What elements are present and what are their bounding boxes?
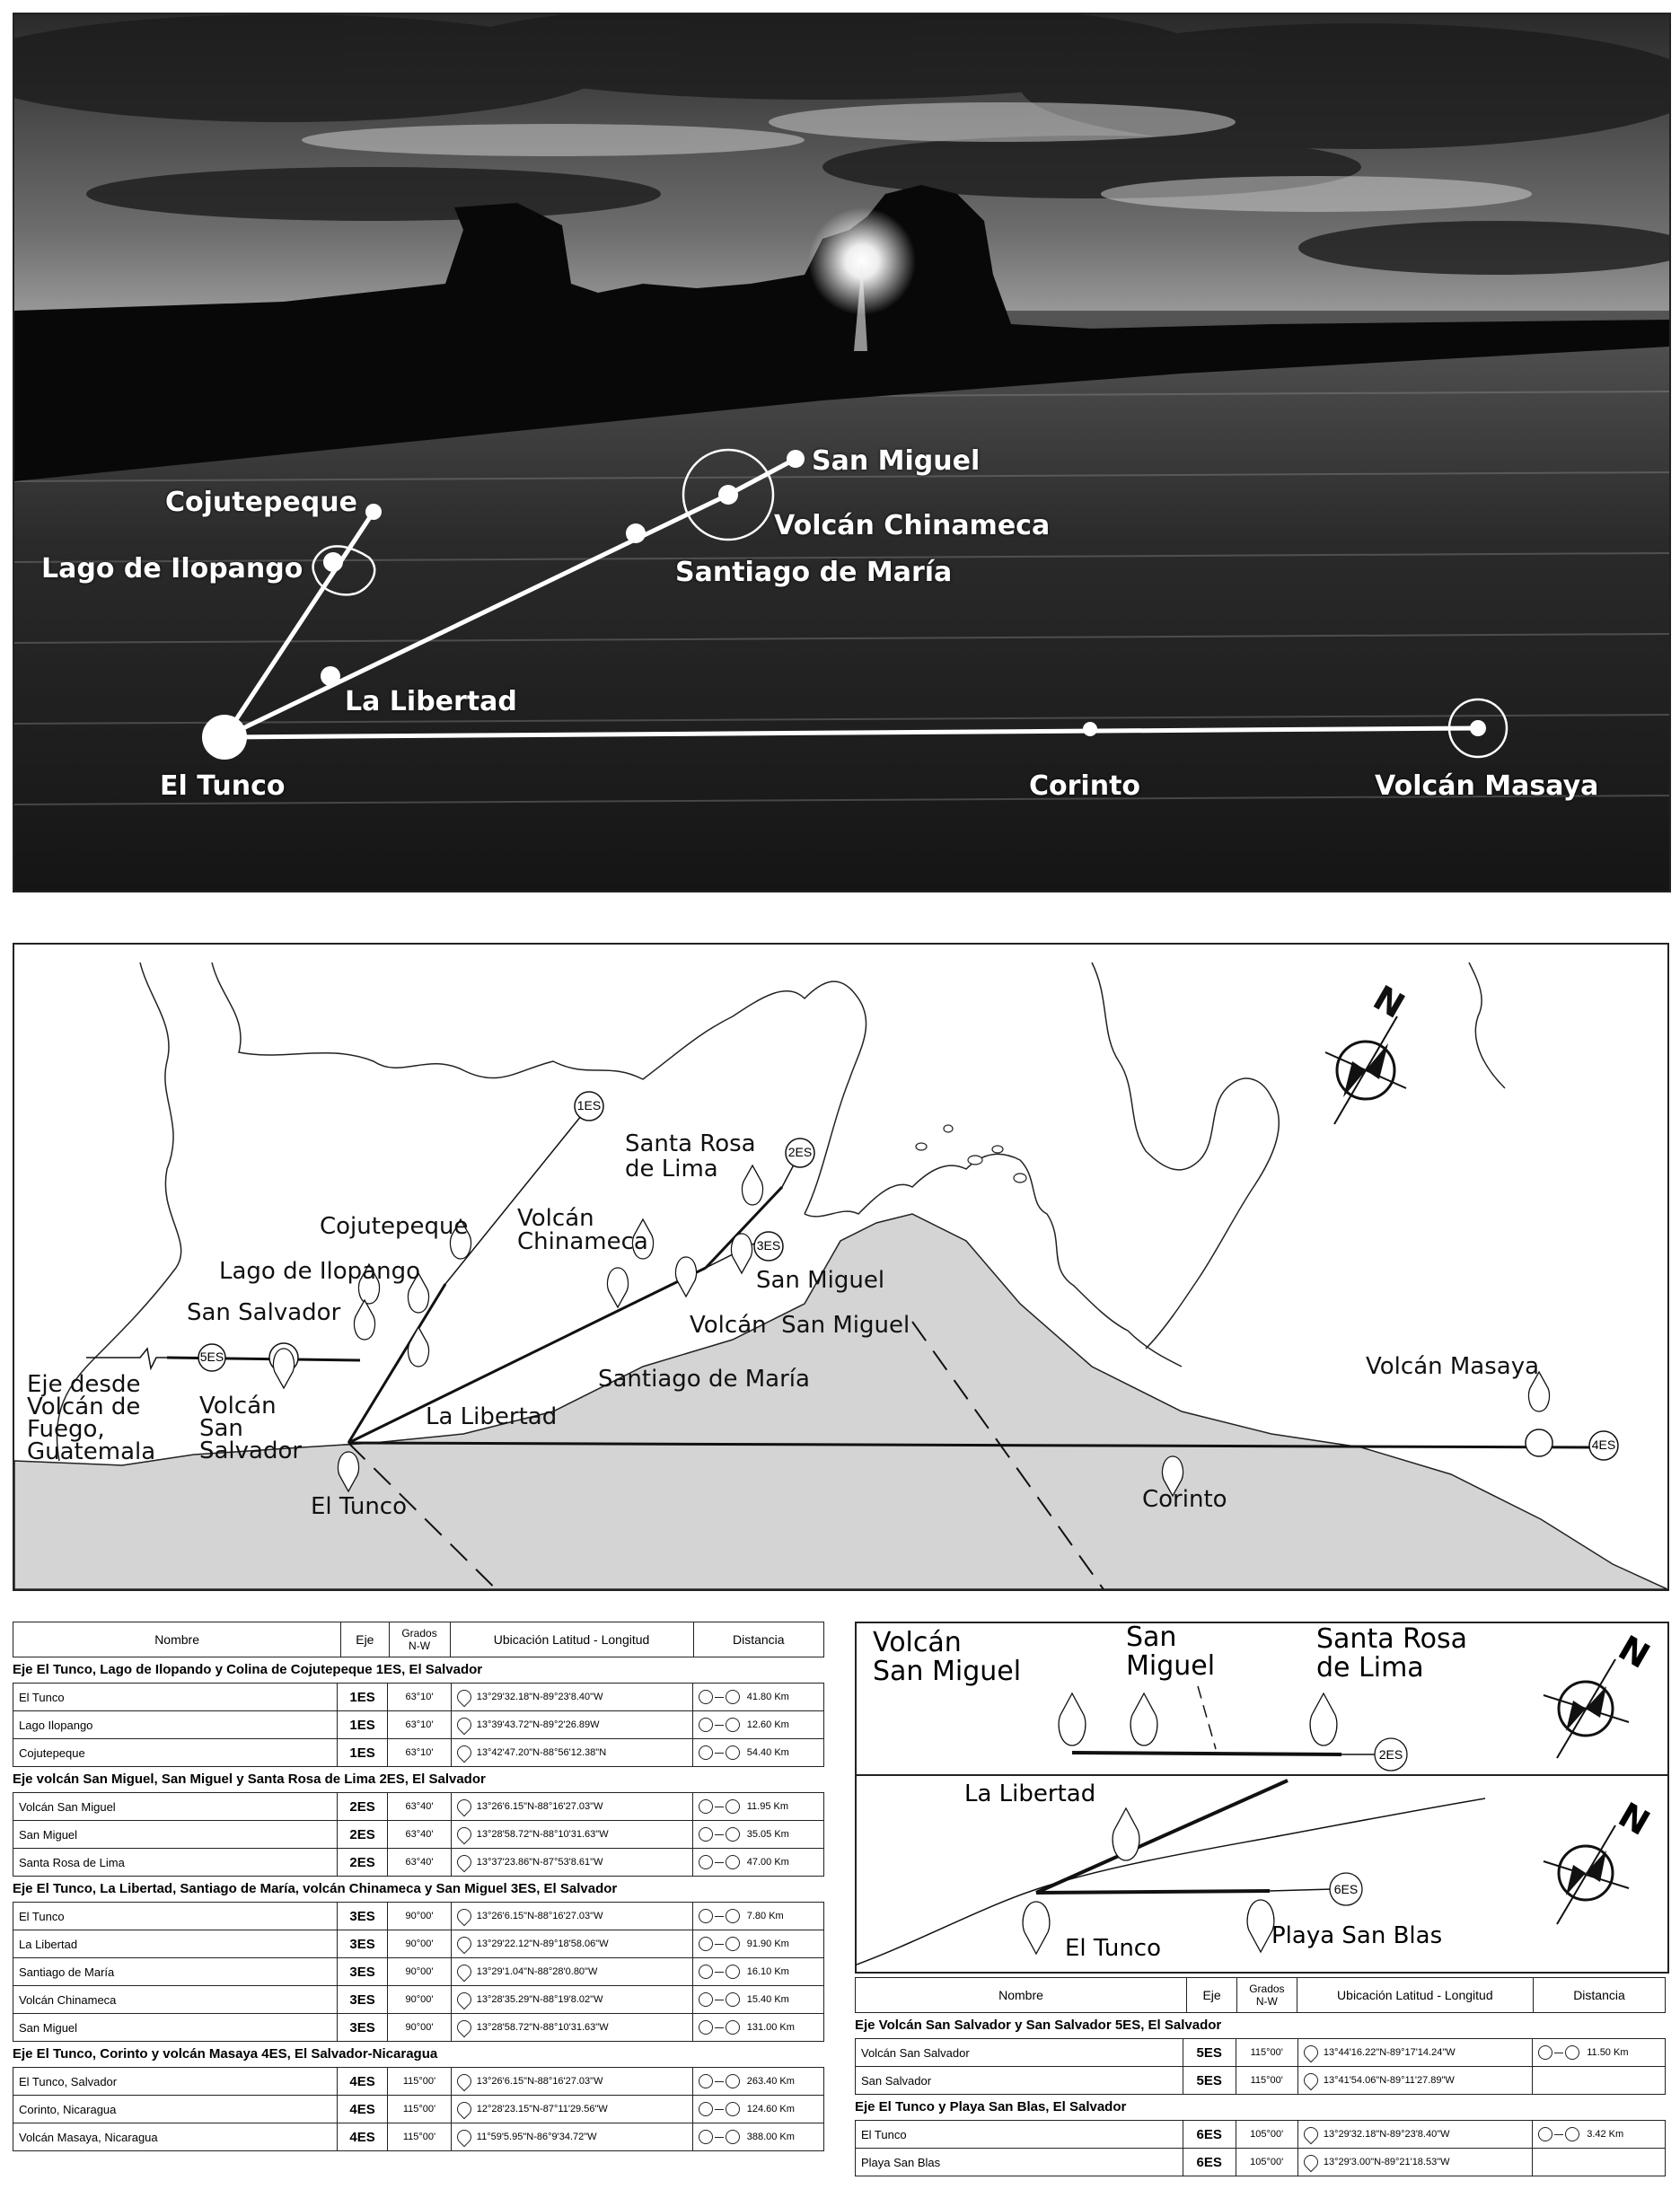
cell-distancia: 16.10 Km [692,1958,823,1986]
cell-distancia: 47.00 Km [692,1849,823,1877]
cell-ubicacion: 13°37'23.86"N-87°53'8.61"W [451,1849,692,1877]
cell-eje: 2ES [337,1793,387,1821]
cell-distancia: 12.60 Km [692,1711,823,1739]
table-row [856,2039,1666,2067]
section-table [13,1683,824,1767]
section-table [13,1792,824,1877]
table-right [855,1977,1666,2176]
distance-icon [699,1719,740,1730]
section-title: Eje Volcán San Salvador y San Salvador 5ES, El Salvador [855,2018,1222,2033]
map-label-san-salvador: San Salvador [187,1299,341,1326]
section-table [855,2038,1666,2095]
cell-grados: 90°00' [388,1930,452,1958]
axis-tag-5es: 5ES [199,1350,224,1364]
location-pin-icon [453,2018,474,2038]
cell-ubicacion: 13°29'32.18"N-89°23'8.40"W [451,1684,692,1711]
cell-eje: 1ES [337,1684,387,1711]
th-ubicacion: Ubicación Latitud - Longitud [450,1622,693,1657]
location-pin-icon [1301,2071,1322,2091]
distance-icon [699,1911,740,1921]
cell-eje: 5ES [1183,2067,1236,2095]
location-pin-icon [453,1687,474,1708]
cell-ubicacion: 13°26'6.15"N-88°16'27.03"W [451,1793,692,1821]
cell-grados: 63°10' [388,1739,452,1767]
photo-label-cojutepeque: Cojutepeque [165,487,357,518]
location-pin-icon [1301,2043,1322,2063]
cell-distancia: 35.05 Km [692,1821,823,1849]
cell-eje: 1ES [337,1739,387,1767]
inset-label-playa-san-blas: Playa San Blas [1271,1922,1443,1949]
cell-nombre: Volcán San Miguel [13,1793,338,1821]
inset-label-el-tunco: El Tunco [1065,1935,1162,1962]
photo-label-volcan-masaya: Volcán Masaya [1375,770,1599,802]
cell-distancia: 91.90 Km [692,1930,823,1958]
axis-tag-2es: 2ES [787,1145,813,1159]
inset-bottom-compass-n: N [1612,1794,1657,1844]
table-right-header [855,1977,1666,2013]
distance-icon [699,1801,740,1812]
map-label-eje-fuego: Eje desde Volcán de Fuego, Guatemala [27,1371,156,1465]
location-pin-icon [453,1852,474,1873]
map-label-el-tunco: El Tunco [311,1493,408,1520]
distance-icon [699,2104,740,2114]
cell-eje: 4ES [337,2068,387,2096]
map-label-volcan-masaya: Volcán Masaya [1366,1353,1540,1380]
inset-bottom-compass [1544,1825,1629,1924]
cell-distancia: 124.60 Km [692,2096,823,2123]
map-label-volcan-san-miguel: Volcán San Miguel [690,1312,910,1339]
th-eje: Eje [341,1622,389,1657]
map-label-volcan-san-salvador: Volcán San Salvador [199,1393,303,1464]
distance-icon [699,2132,740,2142]
inset-label-volcan-san-miguel: Volcán San Miguel [873,1627,1022,1687]
map-label-lago: Lago de Ilopango [219,1258,420,1285]
cell-grados: 63°40' [388,1821,452,1849]
distance-icon [699,1939,740,1949]
cell-eje: 3ES [337,1903,387,1930]
axis-tag-1es: 1ES [576,1098,602,1112]
th-grados-right: Grados N-W [1237,1978,1297,2013]
map-label-la-libertad: La Libertad [426,1403,558,1430]
cell-nombre: Volcán Masaya, Nicaragua [13,2123,338,2151]
table-row [856,2149,1666,2176]
photo-label-lago-de-ilopango: Lago de Ilopango [41,553,303,585]
th-grados: Grados N-W [389,1622,450,1657]
photo-label-el-tunco: El Tunco [160,770,286,802]
cell-distancia: 131.00 Km [692,2014,823,2042]
cell-grados: 105°00' [1236,2121,1297,2149]
cell-distancia: 54.40 Km [692,1739,823,1767]
th-distancia-right: Distancia [1533,1978,1665,2013]
table-row [13,1684,824,1711]
cell-distancia: 41.80 Km [692,1684,823,1711]
cell-grados: 63°10' [388,1684,452,1711]
location-pin-icon [453,2099,474,2120]
cell-grados: 115°00' [388,2096,452,2123]
th-eje-right: Eje [1187,1978,1237,2013]
cell-distancia: 15.40 Km [692,1986,823,2014]
cell-nombre: Corinto, Nicaragua [13,2096,338,2123]
cell-grados: 63°10' [388,1711,452,1739]
cell-nombre: Santa Rosa de Lima [13,1849,338,1877]
cell-eje: 3ES [337,2014,387,2042]
cell-eje: 2ES [337,1849,387,1877]
photo-label-san-miguel: San Miguel [812,445,981,477]
map-label-santiago: Santiago de María [598,1366,810,1393]
cell-ubicacion: 13°44'16.22"N-89°17'14.24"W [1297,2039,1532,2067]
section-title: Eje El Tunco, Lago de Ilopando y Colina de Cojutepeque 1ES, El Salvador [13,1662,483,1677]
location-pin-icon [453,1824,474,1845]
th-ubicacion-right: Ubicación Latitud - Longitud [1297,1978,1533,2013]
map-label-santa-rosa: Santa Rosa de Lima [625,1130,756,1183]
cell-ubicacion: 13°28'58.72"N-88°10'31.63"W [451,1821,692,1849]
cell-grados: 90°00' [388,1903,452,1930]
inset-axis-2es: 2ES [1378,1747,1403,1762]
cell-ubicacion: 13°26'6.15"N-88°16'27.03"W [451,2068,692,2096]
cell-nombre: El Tunco [13,1903,338,1930]
cell-eje: 3ES [337,1986,387,2014]
north-compass [1325,1016,1406,1124]
cell-ubicacion: 12°28'23.15"N-87°11'29.56"W [451,2096,692,2123]
cell-eje: 4ES [337,2123,387,2151]
cell-distancia: 3.42 Km [1533,2121,1666,2149]
cell-nombre: Cojutepeque [13,1739,338,1767]
distance-icon [699,1692,740,1702]
cell-nombre: San Salvador [856,2067,1183,2095]
cell-distancia [1533,2149,1666,2176]
location-pin-icon [453,2127,474,2148]
cell-grados: 90°00' [388,2014,452,2042]
cell-ubicacion: 13°26'6.15"N-88°16'27.03"W [451,1903,692,1930]
section-title: Eje El Tunco, La Libertad, Santiago de María, volcán Chinameca y San Miguel 3ES, El Salvador [13,1881,618,1896]
table-row [13,2096,824,2123]
cell-nombre: Volcán Chinameca [13,1986,338,2014]
location-pin-icon [453,1715,474,1736]
location-pin-icon [453,1962,474,1983]
cell-ubicacion: 13°29'32.18"N-89°23'8.40"W [1297,2121,1532,2149]
cell-grados: 115°00' [1236,2039,1297,2067]
cell-distancia: 11.95 Km [692,1793,823,1821]
cell-grados: 90°00' [388,1958,452,1986]
inset-axis-6es: 6ES [1333,1882,1359,1896]
table-left-header [13,1622,824,1657]
location-pin-icon [1301,2124,1322,2145]
cell-distancia: 263.40 Km [692,2068,823,2096]
axis-tag-4es: 4ES [1591,1437,1616,1452]
table-row [13,1821,824,1849]
map-panel [13,943,1669,1591]
section-title: Eje volcán San Miguel, San Miguel y Santa Rosa de Lima 2ES, El Salvador [13,1772,486,1787]
axis-tag-3es: 3ES [756,1238,781,1253]
cell-grados: 105°00' [1236,2149,1297,2176]
table-row [13,1903,824,1930]
cell-ubicacion: 13°29'1.04"N-88°28'0.80"W [451,1958,692,1986]
cell-nombre: San Miguel [13,2014,338,2042]
location-pin-icon [1301,2152,1322,2173]
photo-label-la-libertad: La Libertad [345,686,517,717]
table-row [13,2014,824,2042]
cell-distancia: 7.80 Km [692,1903,823,1930]
cell-distancia: 11.50 Km [1533,2039,1666,2067]
distance-icon [699,1747,740,1758]
th-distancia: Distancia [693,1622,823,1657]
table-row [13,1849,824,1877]
section-title: Eje El Tunco, Corinto y volcán Masaya 4ES, El Salvador-Nicaragua [13,2046,438,2062]
table-row [13,1986,824,2014]
location-pin-icon [453,1797,474,1817]
distance-icon [699,2022,740,2033]
cell-eje: 4ES [337,2096,387,2123]
cell-grados: 90°00' [388,1986,452,2014]
section-title: Eje El Tunco y Playa San Blas, El Salvador [855,2099,1127,2114]
table-row [13,1930,824,1958]
table-row [856,2121,1666,2149]
distance-icon [1538,2129,1579,2140]
inset-top-compass [1544,1659,1629,1758]
compass-n: N [1367,977,1412,1027]
cell-eje: 3ES [337,1958,387,1986]
cell-ubicacion: 13°28'58.72"N-88°10'31.63"W [451,2014,692,2042]
cell-nombre: Playa San Blas [856,2149,1183,2176]
cell-grados: 115°00' [1236,2067,1297,2095]
section-table [13,2067,824,2151]
inset-2es [855,1622,1669,1778]
map-label-cojutepeque: Cojutepeque [320,1213,469,1240]
cell-nombre: San Miguel [13,1821,338,1849]
cell-ubicacion: 13°41'54.06"N-89°11'27.89"W [1297,2067,1532,2095]
cell-grados: 115°00' [388,2068,452,2096]
cell-distancia [1533,2067,1666,2095]
inset-label-san-miguel: San Miguel [1126,1622,1216,1682]
cell-nombre: El Tunco [856,2121,1183,2149]
distance-icon [699,1966,740,1977]
map-label-san-miguel: San Miguel [756,1267,885,1294]
table-row [13,1711,824,1739]
distance-icon [1538,2047,1579,2058]
table-row [13,2068,824,2096]
inset-label-santa-rosa: Santa Rosa de Lima [1316,1623,1467,1684]
cell-grados: 63°40' [388,1849,452,1877]
cell-grados: 115°00' [388,2123,452,2151]
cell-nombre: Volcán San Salvador [856,2039,1183,2067]
cell-ubicacion: 13°29'3.00"N-89°21'18.53"W [1297,2149,1532,2176]
photo-panel [13,13,1671,892]
map-label-volcan-chinameca: Volcán Chinameca [517,1205,648,1255]
cell-nombre: La Libertad [13,1930,338,1958]
cell-eje: 1ES [337,1711,387,1739]
cell-eje: 5ES [1183,2039,1236,2067]
cell-nombre: El Tunco, Salvador [13,2068,338,2096]
cell-ubicacion: 13°28'35.29"N-88°19'8.02"W [451,1986,692,2014]
section-table [855,2120,1666,2176]
cell-nombre: Santiago de María [13,1958,338,1986]
cell-ubicacion: 13°29'22.12"N-89°18'58.06"W [451,1930,692,1958]
inset-label-la-libertad: La Libertad [964,1780,1096,1807]
cell-ubicacion: 13°39'43.72"N-89°2'26.89W [451,1711,692,1739]
table-row [13,2123,824,2151]
location-pin-icon [453,1906,474,1927]
photo-label-volcan-chinameca: Volcán Chinameca [774,510,1051,541]
location-pin-icon [453,2071,474,2092]
cell-grados: 63°40' [388,1793,452,1821]
cell-ubicacion: 11°59'5.95"N-86°9'34.72"W [451,2123,692,2151]
section-table [13,1902,824,2042]
inset-6es [855,1774,1669,1974]
table-row [13,1958,824,1986]
location-pin-icon [453,1934,474,1955]
location-pin-icon [453,1990,474,2010]
cell-eje: 2ES [337,1821,387,1849]
photo-label-corinto: Corinto [1029,770,1141,802]
cell-eje: 6ES [1183,2121,1236,2149]
location-pin-icon [453,1743,474,1763]
photo-label-santiago-de-maria: Santiago de María [675,557,953,588]
table-row [13,1739,824,1767]
cell-distancia: 388.00 Km [692,2123,823,2151]
table-left [13,1622,824,2151]
table-row [856,2067,1666,2095]
distance-icon [699,1857,740,1868]
distance-icon [699,1994,740,2005]
distance-icon [699,1829,740,1840]
th-nombre-right: Nombre [856,1978,1187,2013]
cell-ubicacion: 13°42'47.20"N-88°56'12.38"N [451,1739,692,1767]
distance-icon [699,2076,740,2087]
th-nombre: Nombre [13,1622,341,1657]
map-label-corinto: Corinto [1142,1486,1227,1513]
inset-top-compass-n: N [1612,1627,1657,1677]
cell-eje: 3ES [337,1930,387,1958]
cell-eje: 6ES [1183,2149,1236,2176]
cell-nombre: El Tunco [13,1684,338,1711]
cell-nombre: Lago Ilopango [13,1711,338,1739]
table-row [13,1793,824,1821]
